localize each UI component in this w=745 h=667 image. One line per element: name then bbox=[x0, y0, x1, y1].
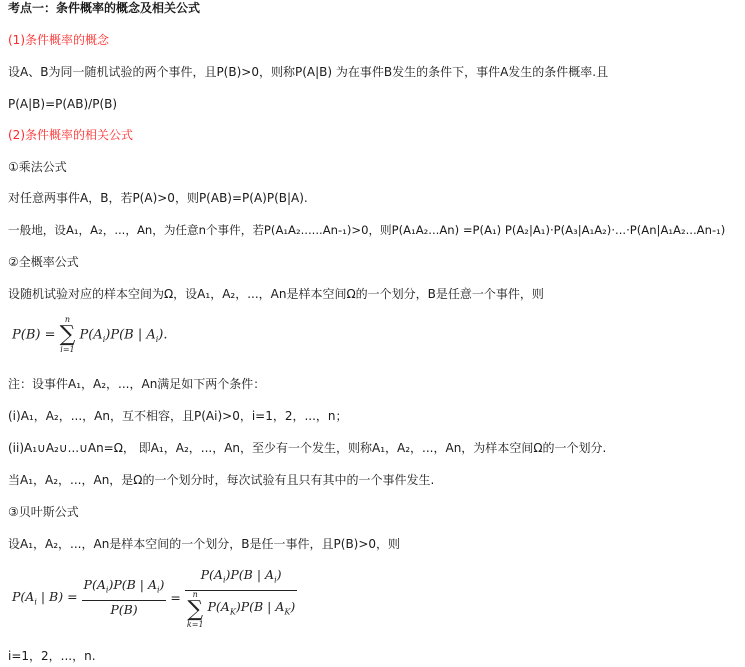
bayes-fraction-2: $P(A_i)P(B$ | $A_i$) n ∑ k=1 $P(A_K)P(B$ | $A_K$) bbox=[186, 567, 296, 629]
summation-symbol: n ∑ i=1 bbox=[59, 315, 76, 354]
multiplication-general-text: 一般地，设A₁，A₂，...，An，为任意n个事件，若P(A₁A₂......An-₁)>0，则P(A₁A₂...An) =P(A₁) P(A₂|A₁)·P(A₃|A₁A₂)·...·P(An|A₁A₂...An-₁) bbox=[8, 223, 726, 237]
total-probability-note: 注：设事件A₁，A₂，...，An满足如下两个条件： bbox=[8, 377, 266, 391]
bayes-summation-symbol: n ∑ k=1 bbox=[186, 589, 204, 629]
section2-title: (2)条件概率的相关公式 bbox=[8, 128, 133, 142]
conditional-probability-formula: P(A|B)=P(AB)/P(B) bbox=[8, 97, 118, 111]
condition-3: 当A₁，A₂，...，An，是Ω的一个划分时，每次试验有且只有其中的一个事件发生. bbox=[8, 473, 435, 487]
bayes-title: ③贝叶斯公式 bbox=[8, 505, 79, 519]
conditional-probability-definition: 设A、B为同一随机试验的两个事件，且P(B)>0，则称P(A|B) 为在事件B发生的条件下，事件A发生的条件概率.且 bbox=[8, 65, 609, 79]
condition-2: (ii)A₁∪A₂∪...∪An=Ω， 即A₁，A₂，...，An，至少有一个发生，则称A₁，A₂，...，An，为样本空间Ω的一个划分. bbox=[8, 441, 607, 455]
multiplication-title: ①乘法公式 bbox=[8, 160, 67, 174]
main-heading: 考点一：条件概率的概念及相关公式 bbox=[8, 1, 201, 15]
total-probability-title: ②全概率公式 bbox=[8, 255, 79, 269]
total-probability-text: 设随机试验对应的样本空间为Ω，设A₁，A₂，...，An是样本空间Ω的一个划分，B是任意一个事件，则 bbox=[8, 287, 544, 301]
bayes-fraction-1: $\frac{P(A_i)P(B | A_i)}{P(B)}$ bbox=[83, 577, 165, 617]
section1-title: (1)条件概率的概念 bbox=[8, 33, 109, 47]
bayes-index: i=1，2，...，n. bbox=[8, 649, 96, 663]
bayes-text: 设A₁，A₂，...，An是样本空间的一个划分，B是任一事件，且P(B)>0，则 bbox=[8, 537, 401, 551]
total-probability-formula: P(B) = n ∑ i=1 $P(A_i)P(B$ | $A_i$). bbox=[12, 315, 168, 354]
multiplication-text: 对任意两事件A，B，若P(A)>0，则P(AB)=P(A)P(B|A). bbox=[8, 191, 308, 205]
bayes-formula: $P(A_i$ | B) = $\frac{P(A_i)P(B | A_i)}{P(B)}$ = $P(A_i)P(B$ | $A_i$) n ∑ k=1 $P(A_K)P(B$ | $A_K$) bbox=[12, 567, 296, 629]
condition-1: (i)A₁，A₂，...，An，互不相容，且P(Ai)>0，i=1，2，...，n； bbox=[8, 409, 348, 423]
